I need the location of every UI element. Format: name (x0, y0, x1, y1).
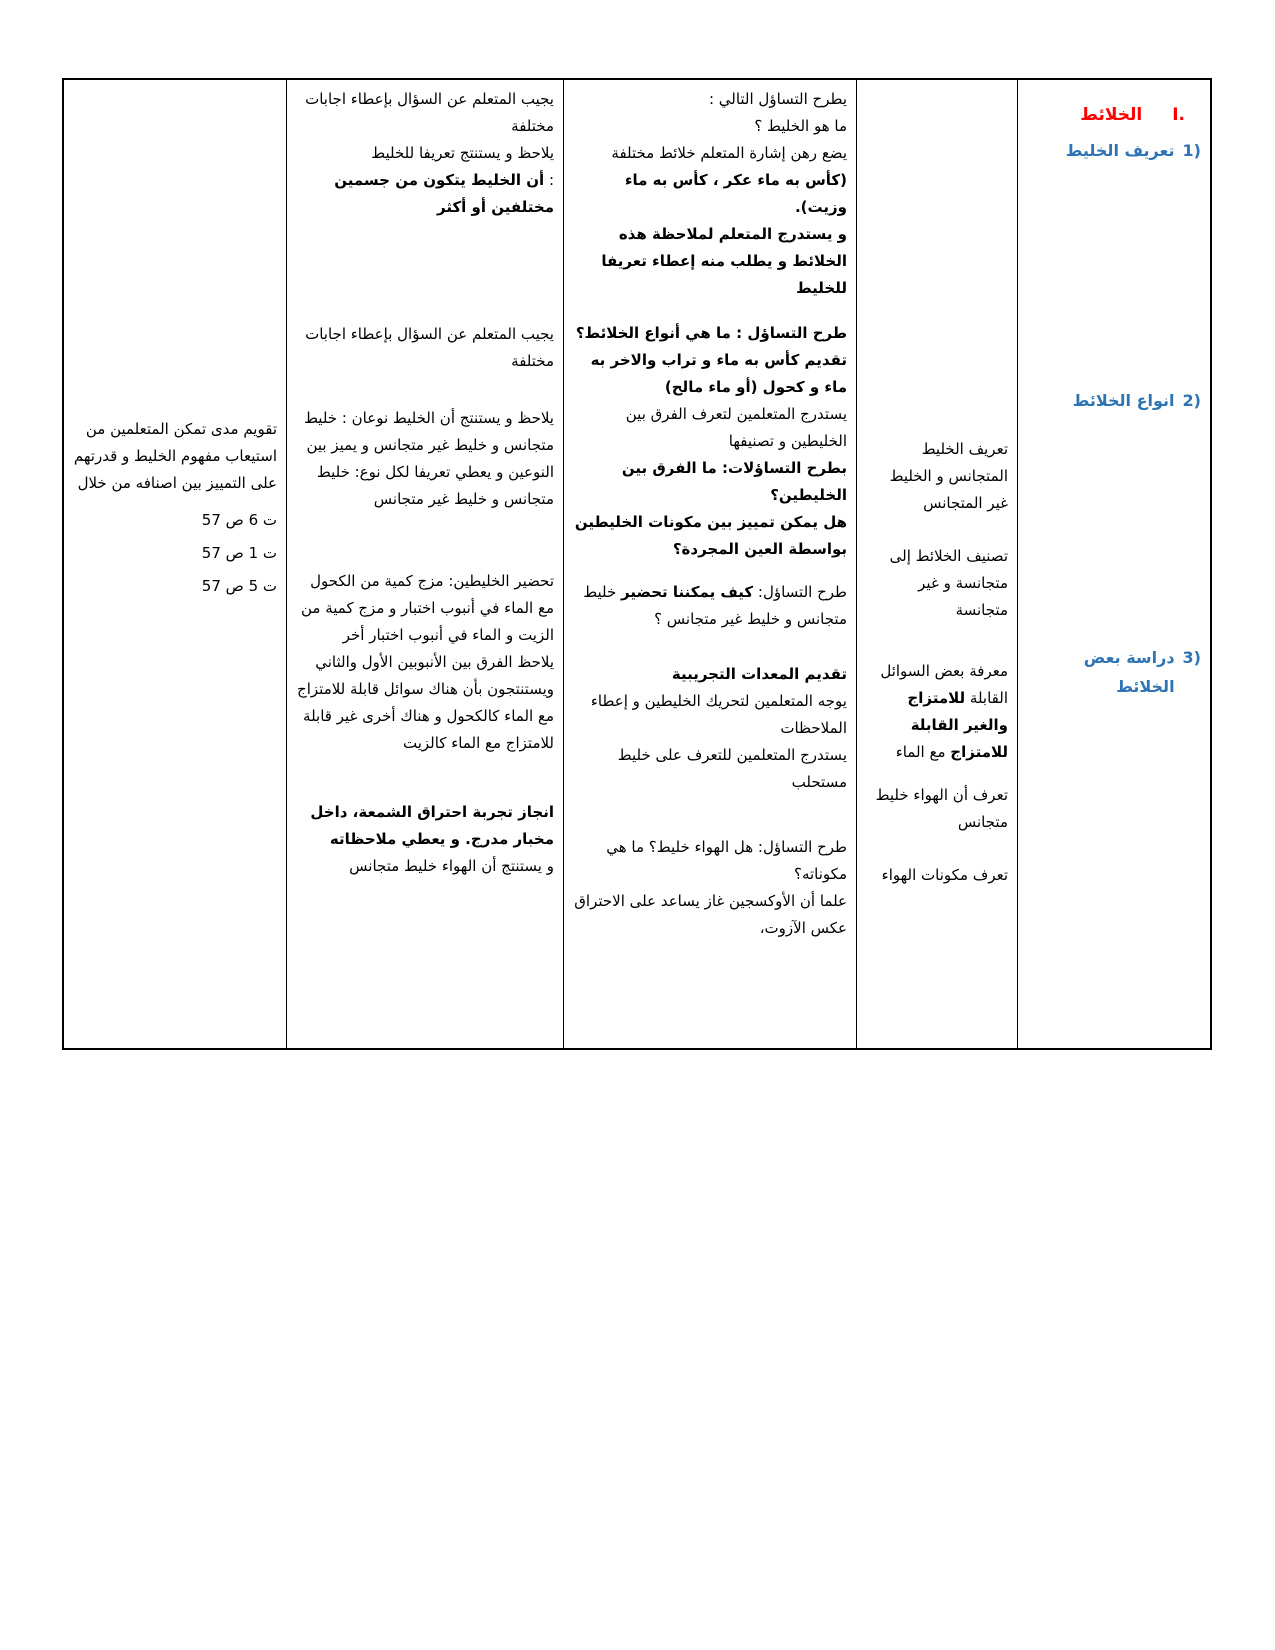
text-line: يجيب المتعلم عن السؤال بإعطاء اجابات مختلفة (305, 325, 554, 370)
text-line: تحضير الخليطين: مزج كمية من الكحول مع الماء في أنبوب اختبار و مزج كمية من الزيت و الماء في أنبوب اختبار أخر (301, 572, 554, 644)
exercise-reference-1: ت 6 ص 57 (201, 511, 277, 529)
outline-item-3 (1027, 644, 1201, 702)
text-run-bold: للامتزاج والغير القابلة للامتزاج (907, 689, 1008, 761)
text-line: يلاحظ الفرق بين الأنبوبين الأول والثاني ويستنتجون بأن هناك سوائل قابلة للامتزاج مع الماء كالكحول و هناك أخرى غير قابلة للامتزاج مع الماء كالزيت (297, 653, 554, 752)
text-line: تقديم المعدات التجريبية (671, 665, 847, 683)
outline-item-1-number: 1) (1182, 140, 1201, 160)
text-line: و يستنتج أن الهواء خليط متجانس (349, 857, 554, 875)
text-line: تقديم كأس به ماء و تراب والاخر به ماء و كحول (أو ماء مالح) (590, 351, 847, 396)
column-evaluation (60, 80, 286, 1048)
evaluation-paragraph: تقويم مدى تمكن المتعلمين من استيعاب مفهوم الخليط و قدرتهم على التمييز بين اصنافه من خلال (73, 420, 277, 492)
text-line (573, 140, 847, 221)
text-run-bold: كيف يمكننا تحضير (621, 583, 754, 601)
knowledge-objective-miscibility (866, 658, 1008, 766)
column-outline (1017, 80, 1210, 1048)
text-run: مع الماء (895, 743, 951, 761)
text-run: خليط متجانس و خليط غير متجانس ؟ (583, 583, 847, 628)
knowledge-objective-definition: تعريف الخليط المتجانس و الخليط غير المتجانس (889, 440, 1008, 512)
text-line: انجاز تجربة احتراق الشمعة، داخل مخبار مدرج. و يعطي ملاحظاته (310, 803, 554, 848)
text-run: يضع رهن إشارة المتعلم خلائط مختلفة (611, 144, 847, 162)
text-line: و يستدرج المتعلم لملاحظة هذه الخلائط و يطلب منه إعطاء تعريفا للخليط (601, 225, 847, 297)
unit-title-numeral: I. (1172, 105, 1185, 125)
knowledge-objective-classification: تصنيف الخلائط إلى متجانسة و غير متجانسة (889, 547, 1008, 619)
text-line: يستدرج المتعلمين لتعرف الفرق بين الخليطين و تصنيفها (625, 405, 847, 450)
exercise-reference-2: ت 1 ص 57 (201, 544, 277, 562)
text-line: بطرح التساؤلات: ما الفرق بين الخليطين؟ (621, 459, 847, 504)
exercise-reference-3: ت 5 ص 57 (201, 577, 277, 595)
text-line: يستدرج المتعلمين للتعرف على خليط مستحلب (617, 746, 847, 791)
teacher-block-air (573, 834, 847, 942)
column-learner-activities (286, 80, 563, 1048)
outline-item-3-label: دراسة بعض الخلائط (1083, 648, 1175, 696)
unit-title-label: الخلائط (1080, 105, 1143, 125)
text-line: يطرح التساؤل التالي : (708, 90, 847, 108)
lesson-plan-table (62, 78, 1212, 1050)
text-line: يوجه المتعلمين لتحريك الخليطين و إعطاء الملاحظات (590, 692, 847, 737)
teacher-block-definition (573, 86, 847, 302)
outline-item-3-number: 3) (1182, 648, 1201, 668)
knowledge-objective-air-components: تعرف مكونات الهواء (881, 866, 1008, 884)
outline-item-1 (1027, 137, 1201, 166)
outline-item-2-label: انواع الخلائط (1072, 391, 1175, 411)
text-line: يلاحظ و يستنتج أن الخليط نوعان : خليط متجانس و خليط غير متجانس و يميز بين النوعين و يعطي تعريفا لكل نوع: خليط متجانس و خليط غير متجانس (304, 409, 554, 508)
text-line (296, 167, 554, 221)
outline-item-2 (1027, 387, 1201, 416)
learner-block-definition (296, 86, 554, 221)
learner-block-types (296, 321, 554, 513)
column-teacher-activities (563, 80, 856, 1048)
text-line: يلاحظ و يستنتج تعريفا للخليط (371, 144, 554, 162)
text-run: معرفة بعض السوائل القابلة (880, 662, 1008, 707)
text-line: علما أن الأوكسجين غاز يساعد على الاحتراق عكس الآزوت، (574, 892, 847, 937)
teacher-block-preparation (573, 579, 847, 796)
text-line: طرح التساؤل : ما هي أنواع الخلائط؟ (575, 324, 847, 342)
knowledge-objective-air-mixture: تعرف أن الهواء خليط متجانس (875, 786, 1008, 831)
text-run: : (544, 171, 554, 189)
text-line: طرح التساؤل: هل الهواء خليط؟ ما هي مكوناته؟ (606, 838, 847, 883)
text-run-bold: أن الخليط يتكون من جسمين مختلفين أو أكثر (334, 171, 554, 216)
text-line: هل يمكن تمييز بين مكونات الخليطين بواسطة العين المجردة؟ (574, 513, 847, 558)
outline-item-1-label: تعريف الخليط (1065, 140, 1175, 160)
unit-title (1027, 100, 1201, 131)
learner-block-air (296, 799, 554, 880)
outline-item-2-number: 2) (1182, 391, 1201, 411)
text-run: طرح التساؤل: (753, 583, 847, 601)
text-line: ما هو الخليط ؟ (754, 117, 847, 135)
learner-block-preparation (296, 568, 554, 757)
text-run-bold: (كأس به ماء عكر ، كأس به ماء وزيت). (624, 171, 847, 216)
text-line: يجيب المتعلم عن السؤال بإعطاء اجابات مختلفة (305, 90, 554, 135)
text-line (573, 579, 847, 633)
column-knowledge-objectives (856, 80, 1017, 1048)
teacher-block-types (573, 320, 847, 563)
